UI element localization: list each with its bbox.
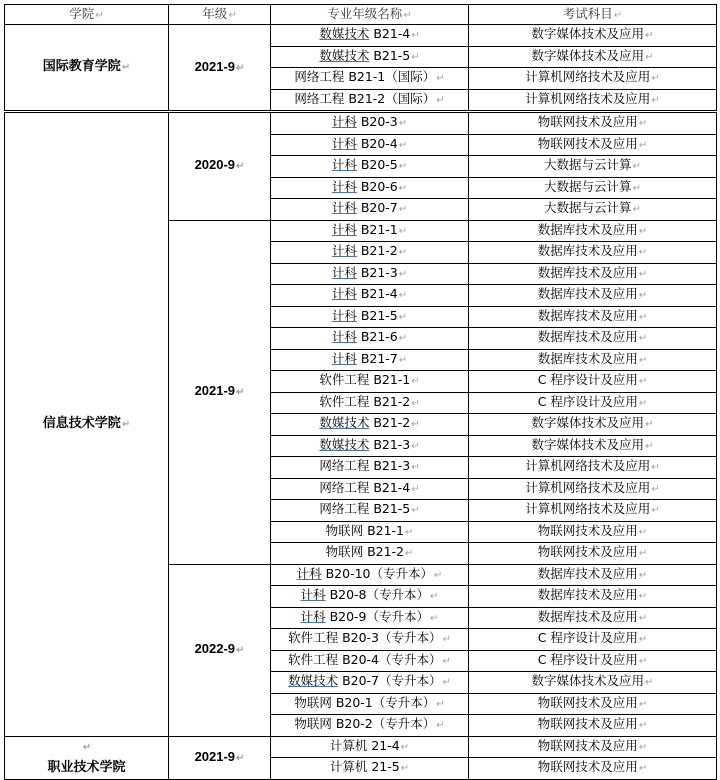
major-prefix: 计科 [331, 264, 357, 280]
major-prefix: 计科 [331, 307, 357, 323]
subject-cell [469, 177, 717, 199]
return-mark: ↵ [228, 9, 237, 21]
return-mark: ↵ [632, 161, 641, 173]
subject-name: 数据库技术及应用 [537, 243, 638, 259]
subject-cell [469, 736, 717, 758]
year-cell [169, 736, 271, 779]
major-cell [271, 134, 469, 156]
major-name: 物联网 B20-2（专升本） [294, 716, 436, 732]
empty-paragraph-mark: ↵ [82, 741, 92, 753]
return-mark: ↵ [638, 526, 648, 538]
header-major [271, 5, 469, 25]
major-name: 软件工程 B20-3（专升本） [288, 630, 442, 646]
year-cell [169, 25, 271, 112]
return-mark: ↵ [398, 139, 408, 151]
subject-cell [469, 134, 717, 156]
return-mark: ↵ [411, 397, 420, 409]
subject-cell [469, 435, 717, 457]
header-subject-label: 考试科目 [562, 5, 613, 21]
return-mark: ↵ [405, 526, 414, 538]
header-major-label: 专业年级名称 [327, 5, 403, 21]
major-cell [271, 650, 469, 672]
table-row [5, 758, 717, 780]
return-mark: ↵ [121, 418, 131, 430]
subject-name: 计算机网络技术及应用 [525, 501, 651, 517]
major-rest: B21-2 [356, 243, 398, 259]
subject-name: 计算机网络技术及应用 [525, 90, 651, 106]
major-cell [271, 564, 469, 586]
table-header-row [5, 5, 717, 25]
college-name: 国际教育学院 [42, 59, 121, 74]
return-mark: ↵ [436, 94, 445, 106]
subject-cell [469, 607, 717, 629]
return-mark: ↵ [430, 591, 439, 603]
return-mark: ↵ [436, 698, 445, 710]
subject-cell [469, 478, 717, 500]
major-prefix: 计科 [331, 135, 357, 151]
subject-name: 计算机网络技术及应用 [525, 458, 651, 474]
subject-name: 计算机网络技术及应用 [525, 479, 651, 495]
year-value: 2022-9 [194, 641, 236, 656]
return-mark: ↵ [436, 720, 445, 732]
subject-name: 物联网技术及应用 [537, 522, 638, 538]
return-mark: ↵ [398, 333, 408, 345]
return-mark: ↵ [638, 548, 648, 560]
major-cell [271, 306, 469, 328]
return-mark: ↵ [613, 9, 623, 21]
major-name: 计算机 21-4 [329, 737, 400, 753]
subject-name: 数字媒体技术及应用 [531, 436, 645, 452]
college-cell [5, 112, 169, 737]
major-name: 网络工程 B21-2（国际） [294, 90, 436, 106]
subject-name: C 程序设计及应用 [537, 393, 638, 409]
major-cell [271, 68, 469, 90]
major-rest: B20-6 [356, 178, 398, 194]
major-cell [271, 46, 469, 68]
return-mark: ↵ [638, 763, 648, 775]
subject-name: 大数据与云计算 [544, 157, 632, 173]
major-rest: B20-7 [356, 200, 398, 216]
return-mark: ↵ [411, 440, 420, 452]
major-rest: B21-6 [356, 329, 398, 345]
subject-cell [469, 543, 717, 565]
major-rest: B20-5 [356, 157, 398, 173]
subject-cell [469, 414, 717, 436]
subject-cell [469, 46, 717, 68]
header-year-label: 年级 [202, 5, 228, 21]
major-cell [271, 586, 469, 608]
subject-name: 物联网技术及应用 [537, 135, 638, 151]
return-mark: ↵ [638, 290, 648, 302]
return-mark: ↵ [398, 225, 408, 237]
major-prefix: 计科 [331, 200, 357, 216]
header-college-label: 学院 [69, 5, 95, 21]
subject-name: 数字媒体技术及应用 [531, 673, 645, 689]
major-cell [271, 736, 469, 758]
major-prefix: 计科 [331, 286, 357, 302]
major-prefix: 计科 [331, 350, 357, 366]
return-mark: ↵ [411, 51, 420, 63]
return-mark: ↵ [411, 419, 420, 431]
major-cell [271, 500, 469, 522]
return-mark: ↵ [651, 505, 660, 517]
major-cell [271, 199, 469, 221]
return-mark: ↵ [400, 763, 410, 775]
college-cell [5, 736, 169, 758]
subject-name: 数字媒体技术及应用 [531, 47, 645, 63]
college-name: 职业技术学院 [47, 760, 126, 775]
return-mark: ↵ [651, 94, 660, 106]
return-mark: ↵ [411, 376, 420, 388]
subject-name: 数据库技术及应用 [537, 221, 638, 237]
subject-cell [469, 199, 717, 221]
major-prefix: 计科 [296, 565, 322, 581]
major-cell [271, 521, 469, 543]
major-name: 物联网 B21-1 [325, 522, 405, 538]
return-mark: ↵ [121, 62, 131, 73]
subject-cell [469, 25, 717, 47]
major-prefix: 数媒技术 [288, 673, 339, 689]
major-rest: B20-7（专升本） [338, 673, 442, 689]
subject-cell [469, 112, 717, 135]
return-mark: ↵ [398, 311, 408, 323]
subject-name: 物联网技术及应用 [537, 114, 638, 130]
return-mark: ↵ [398, 204, 408, 216]
subject-cell [469, 586, 717, 608]
major-name: 计算机 21-5 [329, 759, 400, 775]
major-rest: B21-5 [369, 47, 411, 63]
subject-cell [469, 715, 717, 737]
return-mark: ↵ [434, 569, 443, 581]
year-value: 2021-9 [194, 383, 236, 398]
major-rest: B20-10（专升本） [321, 565, 433, 581]
return-mark: ↵ [638, 311, 648, 323]
major-prefix: 数媒技术 [319, 26, 370, 42]
return-mark: ↵ [638, 354, 648, 366]
return-mark: ↵ [400, 741, 410, 753]
return-mark: ↵ [651, 73, 660, 85]
return-mark: ↵ [236, 387, 245, 398]
subject-name: 数字媒体技术及应用 [531, 26, 645, 42]
subject-cell [469, 564, 717, 586]
return-mark: ↵ [638, 118, 648, 130]
major-rest: B20-8（专升本） [325, 587, 430, 603]
major-cell [271, 693, 469, 715]
return-mark: ↵ [638, 376, 648, 388]
return-mark: ↵ [638, 247, 648, 259]
subject-name: 数字媒体技术及应用 [531, 415, 645, 431]
return-mark: ↵ [430, 612, 439, 624]
return-mark: ↵ [95, 9, 104, 21]
major-cell [271, 414, 469, 436]
subject-name: 数据库技术及应用 [537, 565, 638, 581]
major-name: 网络工程 B21-3 [319, 458, 411, 474]
major-cell [271, 220, 469, 242]
major-cell [271, 435, 469, 457]
major-prefix: 计科 [300, 608, 326, 624]
return-mark: ↵ [638, 139, 648, 151]
return-mark: ↵ [436, 73, 445, 85]
return-mark: ↵ [442, 655, 451, 667]
exam-subject-table [4, 4, 717, 780]
major-prefix: 计科 [331, 178, 357, 194]
major-cell [271, 177, 469, 199]
return-mark: ↵ [403, 9, 412, 21]
return-mark: ↵ [645, 677, 654, 689]
return-mark: ↵ [638, 741, 648, 753]
major-cell [271, 263, 469, 285]
return-mark: ↵ [651, 483, 660, 495]
return-mark: ↵ [411, 462, 420, 474]
major-cell [271, 392, 469, 414]
return-mark: ↵ [638, 225, 648, 237]
return-mark: ↵ [442, 677, 451, 689]
major-name: 物联网 B21-2 [325, 544, 405, 560]
return-mark: ↵ [236, 161, 245, 173]
major-prefix: 计科 [300, 587, 326, 603]
subject-cell [469, 68, 717, 90]
return-mark: ↵ [638, 698, 648, 710]
subject-cell [469, 220, 717, 242]
major-cell [271, 25, 469, 47]
major-rest: B21-5 [356, 307, 398, 323]
return-mark: ↵ [411, 505, 420, 517]
major-prefix: 数媒技术 [319, 47, 370, 63]
year-cell [169, 564, 271, 736]
return-mark: ↵ [236, 752, 245, 764]
subject-cell [469, 629, 717, 651]
subject-cell [469, 650, 717, 672]
major-rest: B21-7 [356, 350, 398, 366]
year-value: 2021-9 [194, 748, 236, 764]
return-mark: ↵ [632, 182, 641, 194]
subject-name: 数据库技术及应用 [537, 286, 638, 302]
major-cell [271, 629, 469, 651]
return-mark: ↵ [398, 354, 408, 366]
subject-name: 物联网技术及应用 [537, 737, 638, 753]
major-name: 软件工程 B20-4（专升本） [288, 651, 442, 667]
year-cell [169, 112, 271, 221]
year-cell [169, 220, 271, 564]
subject-cell [469, 693, 717, 715]
return-mark: ↵ [398, 247, 408, 259]
subject-name: 计算机网络技术及应用 [525, 69, 651, 85]
return-mark: ↵ [442, 634, 451, 646]
major-cell [271, 285, 469, 307]
subject-name: 数据库技术及应用 [537, 587, 638, 603]
major-cell [271, 156, 469, 178]
major-cell [271, 89, 469, 112]
header-year [169, 5, 271, 25]
major-cell [271, 672, 469, 694]
header-subject [469, 5, 717, 25]
major-rest: B20-4 [356, 135, 398, 151]
return-mark: ↵ [398, 290, 408, 302]
subject-name: 物联网技术及应用 [537, 716, 638, 732]
major-cell [271, 349, 469, 371]
subject-cell [469, 521, 717, 543]
return-mark: ↵ [398, 161, 408, 173]
major-name: 软件工程 B21-1 [319, 372, 411, 388]
subject-name: 数据库技术及应用 [537, 608, 638, 624]
return-mark: ↵ [638, 397, 648, 409]
major-prefix: 计科 [331, 114, 357, 130]
major-cell [271, 371, 469, 393]
subject-cell [469, 500, 717, 522]
major-name: 网络工程 B21-1（国际） [294, 69, 436, 85]
major-rest: B21-3 [356, 264, 398, 280]
return-mark: ↵ [236, 645, 245, 656]
return-mark: ↵ [411, 30, 420, 42]
subject-cell [469, 371, 717, 393]
subject-name: 物联网技术及应用 [537, 544, 638, 560]
year-value: 2020-9 [194, 157, 236, 173]
return-mark: ↵ [638, 612, 648, 624]
return-mark: ↵ [398, 268, 408, 280]
table-row [5, 25, 717, 47]
major-cell [271, 715, 469, 737]
subject-name: 数据库技术及应用 [537, 307, 638, 323]
major-name: 网络工程 B21-4 [319, 479, 411, 495]
major-name: 网络工程 B21-5 [319, 501, 411, 517]
return-mark: ↵ [638, 655, 648, 667]
return-mark: ↵ [638, 569, 648, 581]
return-mark: ↵ [405, 548, 414, 560]
return-mark: ↵ [645, 440, 654, 452]
major-rest: B21-3 [369, 436, 411, 452]
subject-name: 数据库技术及应用 [537, 350, 638, 366]
subject-cell [469, 392, 717, 414]
subject-cell [469, 328, 717, 350]
subject-name: 大数据与云计算 [544, 178, 632, 194]
major-prefix: 数媒技术 [319, 415, 370, 431]
major-rest: B21-2 [369, 415, 411, 431]
major-name: 物联网 B20-1（专升本） [294, 694, 436, 710]
subject-cell [469, 242, 717, 264]
subject-name: 物联网技术及应用 [537, 759, 638, 775]
subject-name: 数据库技术及应用 [537, 329, 638, 345]
college-name: 信息技术学院 [42, 415, 121, 431]
major-prefix: 计科 [331, 157, 357, 173]
major-rest: B21-4 [369, 26, 411, 42]
major-prefix: 数媒技术 [319, 436, 370, 452]
major-rest: B21-1 [356, 221, 398, 237]
return-mark: ↵ [651, 462, 660, 474]
subject-cell [469, 89, 717, 112]
subject-name: 物联网技术及应用 [537, 694, 638, 710]
table-body [5, 5, 717, 780]
major-rest: B20-3 [356, 114, 398, 130]
major-rest: B20-9（专升本） [325, 608, 430, 624]
return-mark: ↵ [645, 51, 654, 63]
major-cell [271, 478, 469, 500]
return-mark: ↵ [638, 634, 648, 646]
college-cell [5, 758, 169, 780]
subject-cell [469, 306, 717, 328]
return-mark: ↵ [638, 268, 648, 280]
subject-name: C 程序设计及应用 [537, 651, 638, 667]
major-prefix: 计科 [331, 243, 357, 259]
major-rest: B21-4 [356, 286, 398, 302]
major-cell [271, 607, 469, 629]
subject-cell [469, 457, 717, 479]
subject-name: 数据库技术及应用 [537, 264, 638, 280]
table-row [5, 112, 717, 135]
return-mark: ↵ [398, 118, 408, 130]
subject-cell [469, 285, 717, 307]
subject-cell [469, 672, 717, 694]
subject-cell [469, 263, 717, 285]
subject-name: 大数据与云计算 [544, 200, 632, 216]
subject-cell [469, 156, 717, 178]
return-mark: ↵ [638, 591, 648, 603]
year-value: 2021-9 [194, 58, 236, 74]
major-cell [271, 328, 469, 350]
return-mark: ↵ [638, 333, 648, 345]
return-mark: ↵ [632, 204, 641, 216]
major-cell [271, 242, 469, 264]
return-mark: ↵ [638, 720, 648, 732]
table-row [5, 736, 717, 758]
major-prefix: 计科 [331, 221, 357, 237]
subject-name: C 程序设计及应用 [537, 372, 638, 388]
return-mark: ↵ [411, 483, 420, 495]
college-cell [5, 25, 169, 112]
major-cell [271, 758, 469, 780]
major-cell [271, 457, 469, 479]
return-mark: ↵ [645, 30, 654, 42]
major-name: 软件工程 B21-2 [319, 393, 411, 409]
return-mark: ↵ [236, 62, 245, 74]
subject-cell [469, 349, 717, 371]
subject-name: C 程序设计及应用 [537, 630, 638, 646]
header-college [5, 5, 169, 25]
return-mark: ↵ [645, 419, 654, 431]
subject-cell [469, 758, 717, 780]
major-cell [271, 543, 469, 565]
return-mark: ↵ [398, 182, 408, 194]
major-cell [271, 112, 469, 135]
major-prefix: 计科 [331, 329, 357, 345]
